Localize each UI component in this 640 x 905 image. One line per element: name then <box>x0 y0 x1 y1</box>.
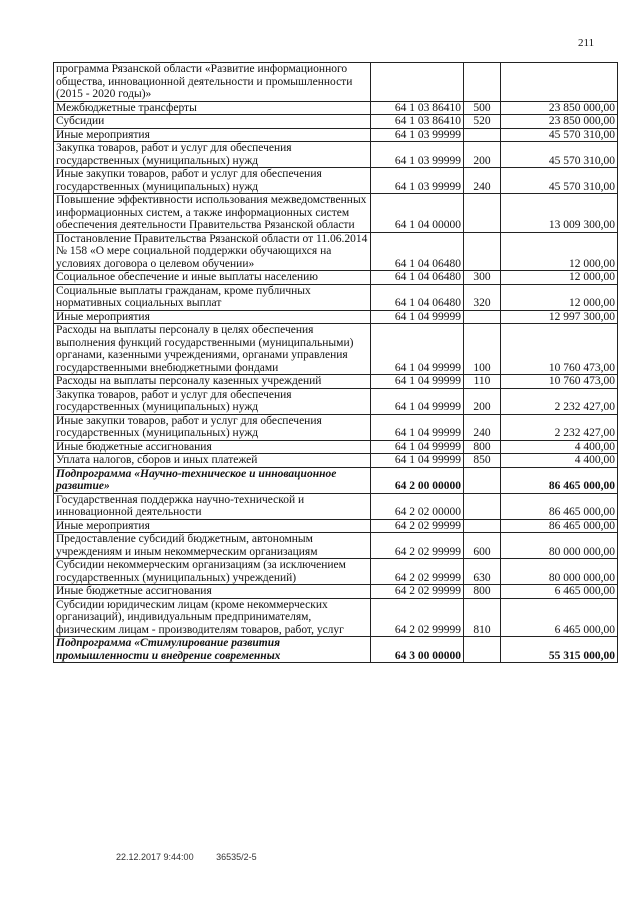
row-expense-type-cell: 320 <box>464 284 501 310</box>
table-row <box>54 388 618 414</box>
row-name-cell: Иные закупки товаров, работ и услуг для обеспечения государственных (муниципальных) нужд <box>54 414 371 440</box>
table-row <box>54 637 618 663</box>
table-row <box>54 310 618 324</box>
row-amount-cell: 55 315 000,00 <box>501 637 618 663</box>
row-name-cell: Социальные выплаты гражданам, кроме публичных нормативных социальных выплат <box>54 284 371 310</box>
row-name-cell: Иные мероприятия <box>54 519 371 533</box>
row-name-cell: Подпрограмма «Научно-техническое и инновационное развитие» <box>54 467 371 493</box>
row-amount-cell: 80 000 000,00 <box>501 559 618 585</box>
table-row <box>54 168 618 194</box>
budget-table <box>53 62 618 663</box>
row-name-cell: Расходы на выплаты персоналу казенных учреждений <box>54 375 371 389</box>
row-code-cell: 64 2 02 99999 <box>371 585 464 599</box>
row-expense-type-cell: 500 <box>464 101 501 115</box>
table-row <box>54 519 618 533</box>
row-code-cell <box>371 63 464 102</box>
table-row <box>54 194 618 233</box>
row-amount-cell: 12 000,00 <box>501 232 618 271</box>
row-amount-cell: 13 009 300,00 <box>501 194 618 233</box>
row-code-cell: 64 1 03 99999 <box>371 128 464 142</box>
row-name-cell: Иные мероприятия <box>54 128 371 142</box>
row-expense-type-cell <box>464 194 501 233</box>
row-expense-type-cell: 240 <box>464 168 501 194</box>
row-amount-cell: 2 232 427,00 <box>501 388 618 414</box>
row-name-cell: Закупка товаров, работ и услуг для обеспечения государственных (муниципальных) нужд <box>54 388 371 414</box>
row-amount-cell: 86 465 000,00 <box>501 519 618 533</box>
row-expense-type-cell: 520 <box>464 115 501 129</box>
row-expense-type-cell: 800 <box>464 440 501 454</box>
table-row <box>54 324 618 375</box>
row-code-cell: 64 1 04 99999 <box>371 375 464 389</box>
row-amount-cell: 86 465 000,00 <box>501 467 618 493</box>
row-code-cell: 64 2 02 99999 <box>371 533 464 559</box>
row-amount-cell: 6 465 000,00 <box>501 585 618 599</box>
row-amount-cell: 23 850 000,00 <box>501 101 618 115</box>
row-amount-cell: 80 000 000,00 <box>501 533 618 559</box>
row-amount-cell: 45 570 310,00 <box>501 128 618 142</box>
table-row <box>54 115 618 129</box>
row-expense-type-cell: 810 <box>464 598 501 637</box>
row-code-cell: 64 1 03 86410 <box>371 115 464 129</box>
row-name-cell: Иные бюджетные ассигнования <box>54 440 371 454</box>
row-name-cell: программа Рязанской области «Развитие информационного общества, инновационной деятельности и промышленности (2015 - 2020 годы)» <box>54 63 371 102</box>
row-code-cell: 64 1 04 99999 <box>371 454 464 468</box>
row-code-cell: 64 1 03 86410 <box>371 101 464 115</box>
row-code-cell: 64 2 02 99999 <box>371 598 464 637</box>
table-row <box>54 559 618 585</box>
row-amount-cell: 10 760 473,00 <box>501 324 618 375</box>
footer-datetime: 22.12.2017 9:44:00 <box>116 852 194 862</box>
row-name-cell: Государственная поддержка научно-технической и инновационной деятельности <box>54 493 371 519</box>
table-row <box>54 454 618 468</box>
row-code-cell: 64 2 00 00000 <box>371 467 464 493</box>
table-row <box>54 585 618 599</box>
row-code-cell: 64 1 04 99999 <box>371 414 464 440</box>
row-amount-cell: 2 232 427,00 <box>501 414 618 440</box>
row-name-cell: Повышение эффективности использования межведомственных информационных систем, а также информационных систем обеспечения деятельности Правительства Рязанской области <box>54 194 371 233</box>
row-code-cell: 64 2 02 00000 <box>371 493 464 519</box>
row-code-cell: 64 1 03 99999 <box>371 168 464 194</box>
row-expense-type-cell: 300 <box>464 271 501 285</box>
row-code-cell: 64 1 04 06480 <box>371 284 464 310</box>
table-row <box>54 375 618 389</box>
row-expense-type-cell: 240 <box>464 414 501 440</box>
row-name-cell: Субсидии некоммерческим организациям (за исключением государственных (муниципальных) учреждений) <box>54 559 371 585</box>
row-amount-cell <box>501 63 618 102</box>
row-expense-type-cell: 850 <box>464 454 501 468</box>
row-name-cell: Субсидии <box>54 115 371 129</box>
row-amount-cell: 10 760 473,00 <box>501 375 618 389</box>
table-row <box>54 232 618 271</box>
table-row <box>54 598 618 637</box>
row-expense-type-cell <box>464 519 501 533</box>
row-name-cell: Расходы на выплаты персоналу в целях обеспечения выполнения функций государственными (муниципальными) органами, казенными учреждениями, органами управления государственными внебюджетными фондами <box>54 324 371 375</box>
row-name-cell: Постановление Правительства Рязанской области от 11.06.2014 № 158 «О мере социальной поддержки обучающихся на условиях договора о целевом обучении» <box>54 232 371 271</box>
row-amount-cell: 12 000,00 <box>501 271 618 285</box>
row-amount-cell: 12 000,00 <box>501 284 618 310</box>
row-expense-type-cell: 200 <box>464 142 501 168</box>
row-code-cell: 64 1 04 00000 <box>371 194 464 233</box>
table-row <box>54 533 618 559</box>
row-amount-cell: 23 850 000,00 <box>501 115 618 129</box>
footer-doc-id: 36535/2-5 <box>216 852 257 862</box>
row-amount-cell: 12 997 300,00 <box>501 310 618 324</box>
row-name-cell: Предоставление субсидий бюджетным, автономным учреждениям и иным некоммерческим организациям <box>54 533 371 559</box>
row-code-cell: 64 1 04 99999 <box>371 310 464 324</box>
row-expense-type-cell: 200 <box>464 388 501 414</box>
row-expense-type-cell <box>464 637 501 663</box>
row-expense-type-cell: 600 <box>464 533 501 559</box>
table-row <box>54 493 618 519</box>
table-row <box>54 271 618 285</box>
row-code-cell: 64 2 02 99999 <box>371 519 464 533</box>
row-expense-type-cell <box>464 63 501 102</box>
row-amount-cell: 45 570 310,00 <box>501 168 618 194</box>
row-expense-type-cell: 100 <box>464 324 501 375</box>
row-amount-cell: 86 465 000,00 <box>501 493 618 519</box>
row-amount-cell: 45 570 310,00 <box>501 142 618 168</box>
row-name-cell: Подпрограмма «Стимулирование развития промышленности и внедрение современных <box>54 637 371 663</box>
row-name-cell: Субсидии юридическим лицам (кроме некоммерческих организаций), индивидуальным предпринимателям, физическим лицам - производителям товаров, работ, услуг <box>54 598 371 637</box>
row-name-cell: Иные мероприятия <box>54 310 371 324</box>
row-name-cell: Иные закупки товаров, работ и услуг для обеспечения государственных (муниципальных) нужд <box>54 168 371 194</box>
table-row <box>54 467 618 493</box>
table-row <box>54 128 618 142</box>
row-code-cell: 64 1 04 99999 <box>371 440 464 454</box>
row-name-cell: Иные бюджетные ассигнования <box>54 585 371 599</box>
page-footer <box>116 852 277 862</box>
row-name-cell: Социальное обеспечение и иные выплаты населению <box>54 271 371 285</box>
row-expense-type-cell <box>464 310 501 324</box>
row-expense-type-cell <box>464 493 501 519</box>
table-row <box>54 440 618 454</box>
row-code-cell: 64 1 04 99999 <box>371 388 464 414</box>
row-name-cell: Закупка товаров, работ и услуг для обеспечения государственных (муниципальных) нужд <box>54 142 371 168</box>
table-row <box>54 414 618 440</box>
table-row <box>54 63 618 102</box>
row-expense-type-cell <box>464 232 501 271</box>
row-code-cell: 64 1 04 99999 <box>371 324 464 375</box>
table-row <box>54 142 618 168</box>
row-amount-cell: 6 465 000,00 <box>501 598 618 637</box>
row-expense-type-cell <box>464 128 501 142</box>
row-amount-cell: 4 400,00 <box>501 454 618 468</box>
row-expense-type-cell: 800 <box>464 585 501 599</box>
table-row <box>54 101 618 115</box>
row-name-cell: Уплата налогов, сборов и иных платежей <box>54 454 371 468</box>
page-number: 211 <box>578 37 595 49</box>
row-expense-type-cell <box>464 467 501 493</box>
row-code-cell: 64 3 00 00000 <box>371 637 464 663</box>
table-row <box>54 284 618 310</box>
row-code-cell: 64 1 03 99999 <box>371 142 464 168</box>
row-code-cell: 64 1 04 06480 <box>371 271 464 285</box>
row-name-cell: Межбюджетные трансферты <box>54 101 371 115</box>
budget-table-body <box>54 63 618 663</box>
row-code-cell: 64 1 04 06480 <box>371 232 464 271</box>
row-code-cell: 64 2 02 99999 <box>371 559 464 585</box>
row-expense-type-cell: 110 <box>464 375 501 389</box>
row-expense-type-cell: 630 <box>464 559 501 585</box>
row-amount-cell: 4 400,00 <box>501 440 618 454</box>
